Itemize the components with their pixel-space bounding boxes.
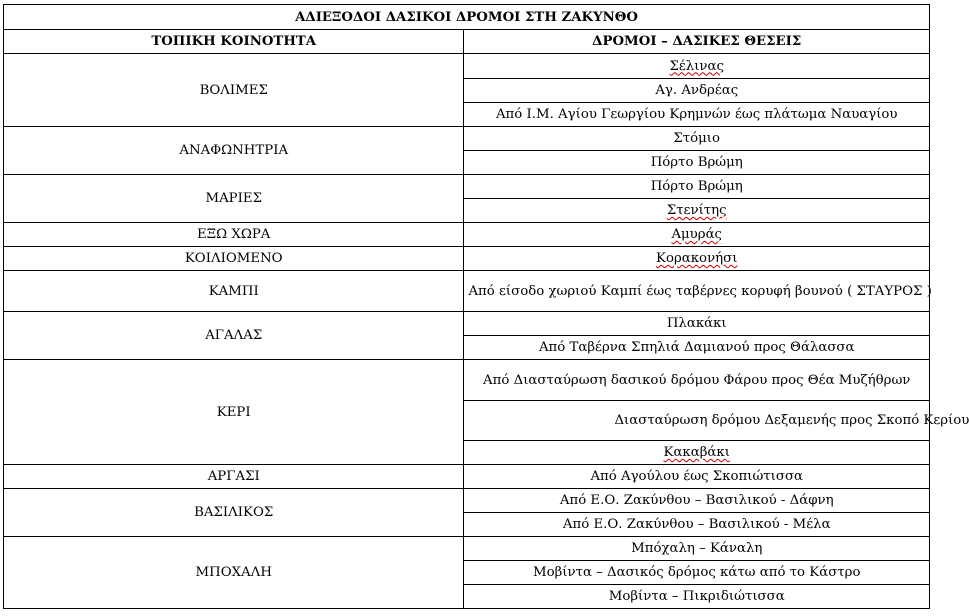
road-cell: Πλακάκι bbox=[464, 312, 930, 336]
table-row bbox=[4, 489, 930, 513]
table-row bbox=[4, 175, 930, 199]
community-cell: ΕΞΩ ΧΩΡΑ bbox=[4, 223, 464, 247]
table-row bbox=[4, 537, 930, 561]
column-header-community: ΤΟΠΙΚΗ ΚΟΙΝΟΤΗΤΑ bbox=[4, 30, 464, 54]
table-row bbox=[4, 247, 930, 271]
table-title: ΑΔΙΕΞΟΔΟΙ ΔΑΣΙΚΟΙ ΔΡΟΜΟΙ ΣΤΗ ΖΑΚΥΝΘΟ bbox=[4, 5, 930, 30]
table-row bbox=[4, 271, 930, 312]
community-cell: ΚΕΡΙ bbox=[4, 360, 464, 465]
road-cell: Στόμιο bbox=[464, 127, 930, 151]
table-row bbox=[4, 360, 930, 401]
community-cell: ΜΑΡΙΕΣ bbox=[4, 175, 464, 223]
road-cell: Από Ε.Ο. Ζακύνθου – Βασιλικού - Δάφνη bbox=[464, 489, 930, 513]
community-cell: ΑΓΑΛΑΣ bbox=[4, 312, 464, 360]
community-cell: ΒΟΛΙΜΕΣ bbox=[4, 54, 464, 127]
community-cell: ΒΑΣΙΛΙΚΟΣ bbox=[4, 489, 464, 537]
table-row bbox=[4, 54, 930, 79]
table-row bbox=[4, 127, 930, 151]
road-cell: Στενίτης bbox=[464, 199, 930, 223]
community-cell: ΚΟΙΛΙΟΜΕΝΟ bbox=[4, 247, 464, 271]
community-cell: ΚΑΜΠΙ bbox=[4, 271, 464, 312]
community-cell: ΑΡΓΑΣΙ bbox=[4, 465, 464, 489]
road-cell: Μοβίντα – Δασικός δρόμος κάτω από το Κάστρο bbox=[464, 561, 930, 585]
community-cell: ΜΠΟΧΑΛΗ bbox=[4, 537, 464, 609]
road-cell: Σέλινας bbox=[464, 54, 930, 79]
column-header-roads: ΔΡΟΜΟΙ – ΔΑΣΙΚΕΣ ΘΕΣΕΙΣ bbox=[464, 30, 930, 54]
community-cell: ΑΝΑΦΩΝΗΤΡΙΑ bbox=[4, 127, 464, 175]
road-cell: Μπόχαλη – Κάναλη bbox=[464, 537, 930, 561]
road-cell: Αμυράς bbox=[464, 223, 930, 247]
road-cell: Από είσοδο χωριού Καμπί έως ταβέρνες κορυφή βουνού ( ΣΤΑΥΡΟΣ ) bbox=[464, 271, 930, 312]
road-cell: Από Αγούλου έως Σκοπιώτισσα bbox=[464, 465, 930, 489]
table-row bbox=[4, 312, 930, 336]
road-cell: Κακαβάκι bbox=[464, 441, 930, 465]
road-cell: Από Ταβέρνα Σπηλιά Δαμιανού προς Θάλασσα bbox=[464, 336, 930, 360]
table-row bbox=[4, 223, 930, 247]
road-cell: Από Ε.Ο. Ζακύνθου – Βασιλικού - Μέλα bbox=[464, 513, 930, 537]
road-cell: Από Διασταύρωση δασικού δρόμου Φάρου προς Θέα Μυζήθρων bbox=[464, 360, 930, 401]
table-row bbox=[4, 465, 930, 489]
title-row bbox=[4, 5, 930, 30]
road-cell: Από Ι.Μ. Αγίου Γεωργίου Κρημνών έως πλάτωμα Ναυαγίου bbox=[464, 103, 930, 127]
road-cell: Διασταύρωση δρόμου Δεξαμενής προς Σκοπό Κερίου bbox=[464, 401, 930, 441]
header-row bbox=[4, 30, 930, 54]
road-cell: Αγ. Ανδρέας bbox=[464, 79, 930, 103]
road-cell: Πόρτο Βρώμη bbox=[464, 175, 930, 199]
road-cell: Κορακονήσι bbox=[464, 247, 930, 271]
forest-roads-table bbox=[3, 4, 969, 609]
road-cell: Πόρτο Βρώμη bbox=[464, 151, 930, 175]
road-cell: Μοβίντα – Πικριδιώτισσα bbox=[464, 585, 930, 609]
